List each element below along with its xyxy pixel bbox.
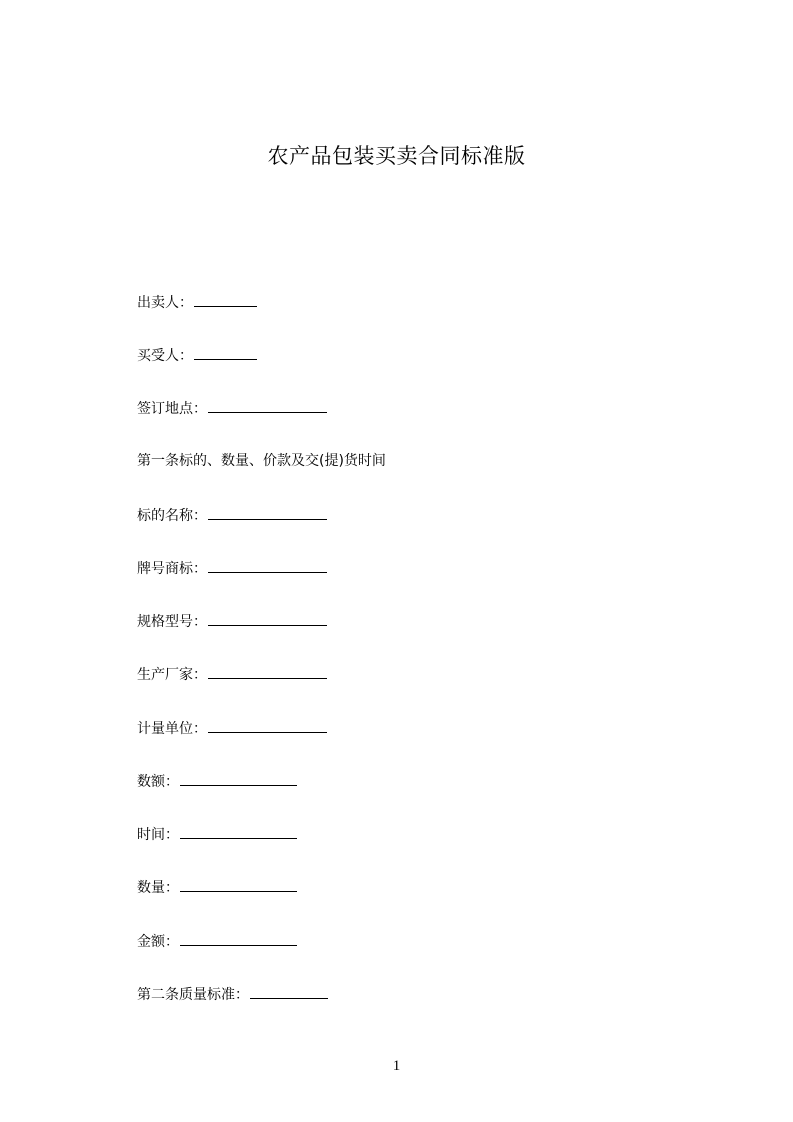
- quantity-blank[interactable]: [180, 877, 297, 892]
- unit-field: [137, 718, 327, 739]
- brand-trademark-blank[interactable]: [208, 558, 327, 573]
- subject-name-field: [137, 505, 327, 526]
- quality-standard-field: [137, 984, 328, 1005]
- subject-name-blank[interactable]: [208, 505, 327, 520]
- quality-standard-blank[interactable]: [250, 984, 328, 999]
- spec-model-blank[interactable]: [208, 611, 327, 626]
- signing-place-label: 签订地点：: [137, 401, 207, 417]
- seller-blank[interactable]: [194, 292, 257, 307]
- document-title: 农产品包装买卖合同标准版: [267, 144, 526, 168]
- buyer-field: [137, 345, 257, 366]
- contract-fields: [137, 0, 697, 1122]
- seller-field: [137, 292, 257, 313]
- signing-place-field: [137, 398, 327, 419]
- quantity-field: [137, 877, 297, 898]
- manufacturer-blank[interactable]: [208, 664, 327, 679]
- brand-trademark-field: [137, 558, 327, 579]
- manufacturer-label: 生产厂家：: [137, 667, 207, 683]
- time-field: [137, 824, 297, 845]
- seller-label: 出卖人：: [137, 295, 193, 311]
- spec-model-field: [137, 611, 327, 632]
- subject-name-label: 标的名称：: [137, 508, 207, 524]
- buyer-blank[interactable]: [194, 345, 257, 360]
- buyer-label: 买受人：: [137, 348, 193, 364]
- amount-quota-blank[interactable]: [180, 771, 297, 786]
- money-amount-label: 金额：: [137, 934, 179, 950]
- money-amount-blank[interactable]: [180, 931, 297, 946]
- page-number: 1: [392, 1058, 401, 1074]
- unit-label: 计量单位：: [137, 721, 207, 737]
- time-label: 时间：: [137, 827, 179, 843]
- unit-blank[interactable]: [208, 718, 327, 733]
- signing-place-blank[interactable]: [208, 398, 327, 413]
- amount-quota-field: [137, 771, 297, 792]
- time-blank[interactable]: [180, 824, 297, 839]
- money-amount-field: [137, 931, 297, 952]
- article-one-heading: [137, 451, 386, 471]
- amount-quota-label: 数额：: [137, 774, 179, 790]
- manufacturer-field: [137, 664, 327, 685]
- quantity-label: 数量：: [137, 880, 179, 896]
- spec-model-label: 规格型号：: [137, 614, 207, 630]
- quality-standard-label: 第二条质量标准：: [137, 987, 249, 1003]
- brand-trademark-label: 牌号商标：: [137, 561, 207, 577]
- article-one-text: 第一条标的、数量、价款及交(提)货时间: [137, 453, 386, 469]
